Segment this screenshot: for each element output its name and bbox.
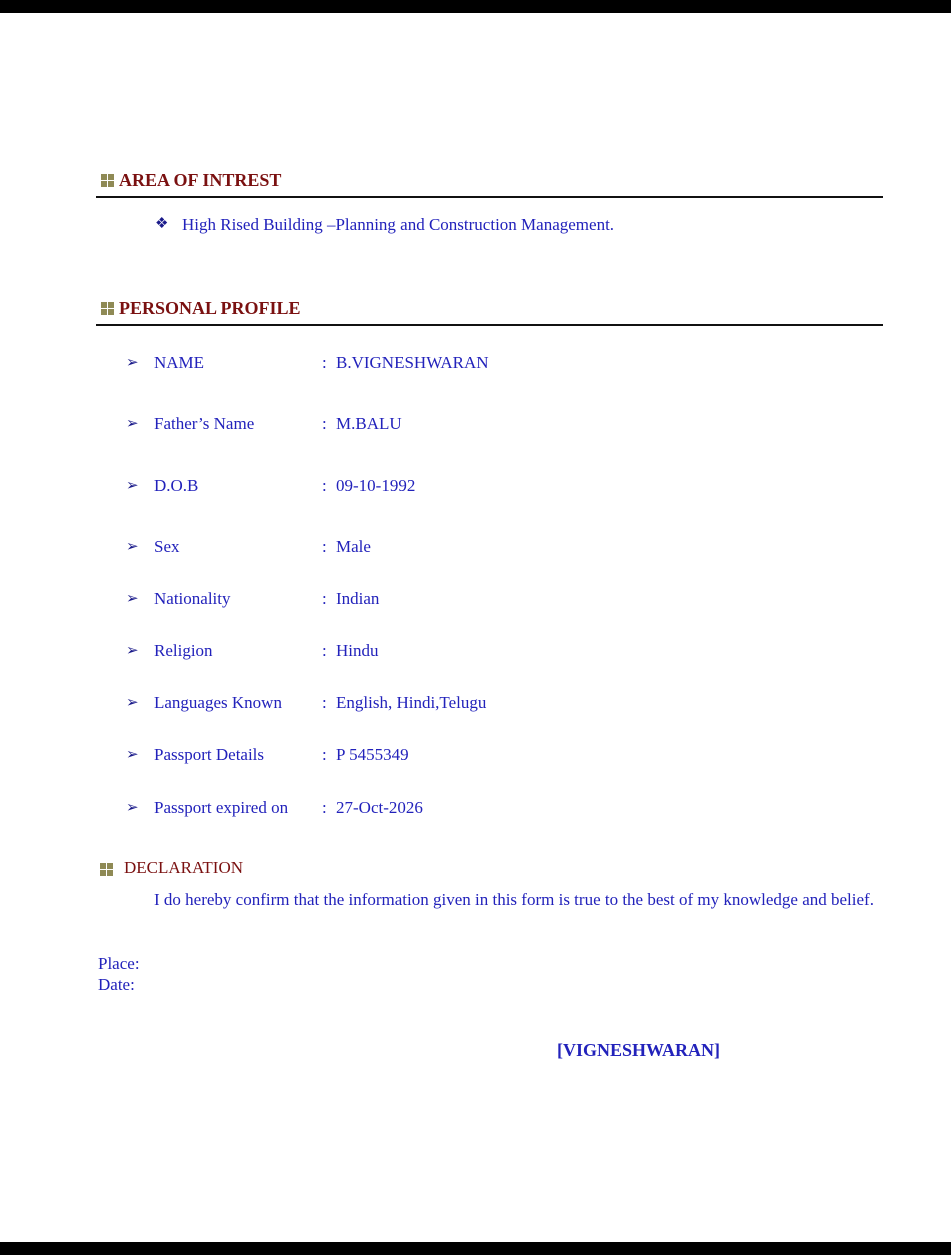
profile-label: D.O.B: [154, 476, 199, 495]
section-header-area-of-interest: [96, 170, 883, 198]
profile-value: 27-Oct-2026: [336, 798, 423, 817]
profile-label: Passport expired on: [154, 798, 289, 817]
profile-value: Male: [336, 537, 371, 556]
declaration-text: I do hereby confirm that the information given in this form is true to the best of my knowledge and belief.: [154, 890, 874, 909]
profile-label: Passport Details: [154, 745, 265, 764]
profile-label: Religion: [154, 641, 213, 660]
profile-value: Indian: [336, 589, 380, 608]
interest-item: High Rised Building –Planning and Construction Management.: [182, 215, 615, 234]
document-page: [0, 13, 951, 1242]
profile-row-nationality: ➢ Nationality : Indian: [126, 589, 380, 608]
grid-square-icon: [100, 863, 113, 876]
profile-value: 09-10-1992: [336, 476, 416, 495]
arrow-bullet-icon: ➢: [126, 695, 139, 711]
section-header-personal-profile: [96, 298, 883, 326]
profile-row-sex: ➢ Sex : Male: [126, 537, 371, 556]
arrow-bullet-icon: ➢: [126, 416, 139, 432]
profile-value: Hindu: [336, 641, 379, 660]
grid-square-icon: [101, 174, 114, 187]
profile-label: NAME: [154, 353, 205, 372]
arrow-bullet-icon: ➢: [126, 355, 139, 371]
arrow-bullet-icon: ➢: [126, 478, 139, 494]
profile-row-fathers-name: ➢ Father’s Name : M.BALU: [126, 414, 402, 433]
profile-row-languages: ➢ Languages Known : English, Hindi,Telugu: [126, 693, 487, 712]
grid-square-icon: [101, 302, 114, 315]
section-title: DECLARATION: [124, 858, 243, 877]
arrow-bullet-icon: ➢: [126, 800, 139, 816]
profile-row-dob: ➢ D.O.B : 09-10-1992: [126, 476, 416, 495]
profile-value: English, Hindi,Telugu: [336, 693, 487, 712]
profile-label: Father’s Name: [154, 414, 255, 433]
profile-value: P 5455349: [336, 745, 409, 764]
profile-row-religion: ➢ Religion : Hindu: [126, 641, 379, 660]
arrow-bullet-icon: ➢: [126, 591, 139, 607]
profile-label: Nationality: [154, 589, 231, 608]
profile-row-name: ➢ NAME : B.VIGNESHWARAN: [126, 353, 489, 372]
profile-label: Sex: [154, 537, 180, 556]
signature-name: [VIGNESHWARAN]: [557, 1040, 721, 1060]
profile-value: M.BALU: [336, 414, 402, 433]
arrow-bullet-icon: ➢: [126, 539, 139, 555]
profile-label: Languages Known: [154, 693, 282, 712]
profile-row-passport-details: ➢ Passport Details : P 5455349: [126, 745, 409, 764]
section-title: AREA OF INTREST: [119, 170, 282, 190]
arrow-bullet-icon: ➢: [126, 747, 139, 763]
profile-row-passport-expiry: ➢ Passport expired on : 27-Oct-2026: [126, 798, 423, 817]
place-label: Place:: [98, 954, 140, 973]
date-label: Date:: [98, 975, 135, 994]
diamond-bullet-icon: ❖: [155, 216, 169, 232]
section-title: PERSONAL PROFILE: [119, 298, 301, 318]
profile-value: B.VIGNESHWARAN: [336, 353, 489, 372]
arrow-bullet-icon: ➢: [126, 643, 139, 659]
